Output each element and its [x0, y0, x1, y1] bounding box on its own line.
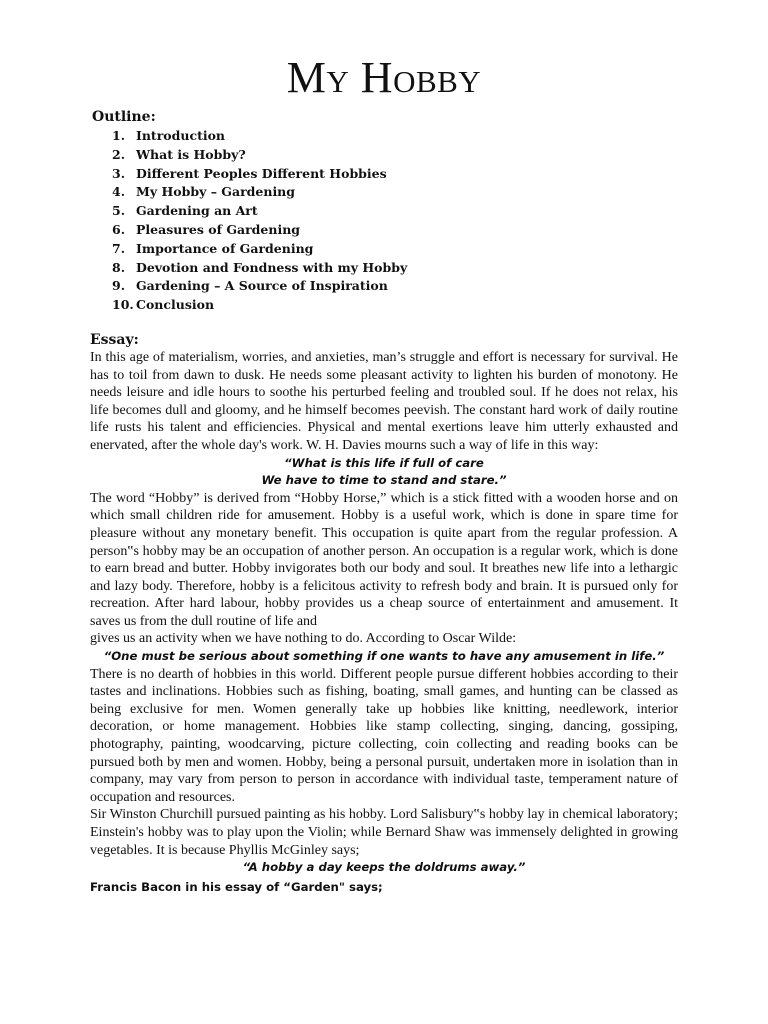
page-title: My Hobby — [286, 53, 482, 102]
essay-paragraph-1: In this age of materialism, worries, and anxieties, man’s struggle and effort is necessary for survival. He has to toil from dawn to dusk. He needs some pleasant activity to lighten his burden of monotony. He needs leisure and idle hours to soothe his perturbed feeling and troubled soul. If he does not relax, his life becomes dull and gloomy, and he himself becomes peevish. The constant hard work of daily routine life rusts his talent and efficiencies. Physical and mental exertions leave him utterly exhausted and enervated, after the whole day's work. W. H. Davies mourns such a way of life in this way: — [90, 349, 678, 453]
item-number: 6. — [112, 221, 126, 237]
item-label: Importance of Gardening — [136, 240, 314, 256]
bacon-intro-line: Francis Bacon in his essay of “Garden" says; — [90, 879, 383, 894]
item-number: 5. — [112, 203, 126, 219]
item-label: Introduction — [136, 128, 226, 143]
list-item — [112, 146, 678, 165]
quote-davies-line-2: We have to time to stand and stare.” — [261, 473, 507, 488]
item-number: 4. — [112, 184, 126, 200]
item-label: What is Hobby? — [136, 146, 246, 162]
item-number: 1. — [112, 128, 126, 143]
item-label: Pleasures of Gardening — [136, 221, 301, 237]
essay-paragraph-2: The word “Hobby” is derived from “Hobby Horse,” which is a stick fitted with a wooden horse and on which small children ride for amusement. Hobby is a useful work, which is done in spare time for pleasure without any monetary benefit. This occupation is quite apart from the regular profession. A person‟s hobby may be an occupation of another person. An occupation is a regular work, which is done to earn bread and butter. Hobby invigorates both our body and soul. It breathes new life into a lethargic and lazy body. Therefore, hobby is a felicitous activity to refresh body and brain. It is pursued only for recreation. After hard labour, hobby provides us a cheap source of entertainment and amusement. It saves us from the dull routine of life and — [90, 490, 678, 629]
item-label: Gardening an Art — [136, 203, 258, 219]
list-item — [112, 165, 678, 184]
item-label: Different Peoples Different Hobbies — [136, 165, 387, 181]
item-label: Gardening – A Source of Inspiration — [136, 278, 388, 294]
list-item — [112, 127, 678, 146]
item-number: 2. — [112, 146, 126, 162]
quote-davies-line-1: “What is this life if full of care — [284, 455, 484, 470]
item-number: 8. — [112, 259, 126, 275]
item-number: 3. — [112, 165, 126, 181]
list-item — [112, 277, 678, 296]
item-number: 10. — [112, 297, 134, 313]
quote-wilde: “One must be serious about something if one wants to have any amusement in life.” — [103, 649, 665, 664]
essay-paragraph-2-end: gives us an activity when we have nothing to do. According to Oscar Wilde: — [90, 631, 517, 647]
list-item — [112, 259, 678, 278]
item-number: 9. — [112, 278, 126, 294]
essay-heading: Essay: — [90, 331, 139, 348]
item-label: Devotion and Fondness with my Hobby — [136, 259, 408, 275]
quote-mcginley: “A hobby a day keeps the doldrums away.” — [242, 860, 526, 875]
list-item — [112, 183, 678, 202]
essay-paragraph-4: Sir Winston Churchill pursued painting as his hobby. Lord Salisbury‟s hobby lay in chemical laboratory; Einstein's hobby was to play upon the Violin; while Bernard Shaw was immensely delighted in growing vegetables. It is because Phyllis McGinley says; — [90, 807, 678, 858]
list-item — [112, 296, 678, 315]
essay-paragraph-3: There is no dearth of hobbies in this world. Different people pursue different hobbies according to their tastes and inclinations. Hobbies such as fishing, boating, small games, and hunting can be classed as being exclusive for men. Women generally take up hobbies like knitting, needlework, interior decoration, or home management. Hobbies like stamp collecting, singing, dancing, gossiping, photography, painting, woodcarving, picture collecting, coin collecting and reading books can be pursued both by men and women. Hobby, being a personal pursuit, undertaken more in isolation than in company, may vary from person to person in accordance with individual taste, temperament nature of occupation and resources. — [90, 666, 678, 805]
list-item — [112, 202, 678, 221]
item-label: Conclusion — [136, 297, 215, 313]
item-number: 7. — [112, 240, 126, 256]
list-item — [112, 240, 678, 259]
outline-heading: Outline: — [92, 109, 156, 125]
item-label: My Hobby – Gardening — [136, 184, 296, 200]
list-item — [112, 221, 678, 240]
outline-list — [90, 127, 678, 315]
